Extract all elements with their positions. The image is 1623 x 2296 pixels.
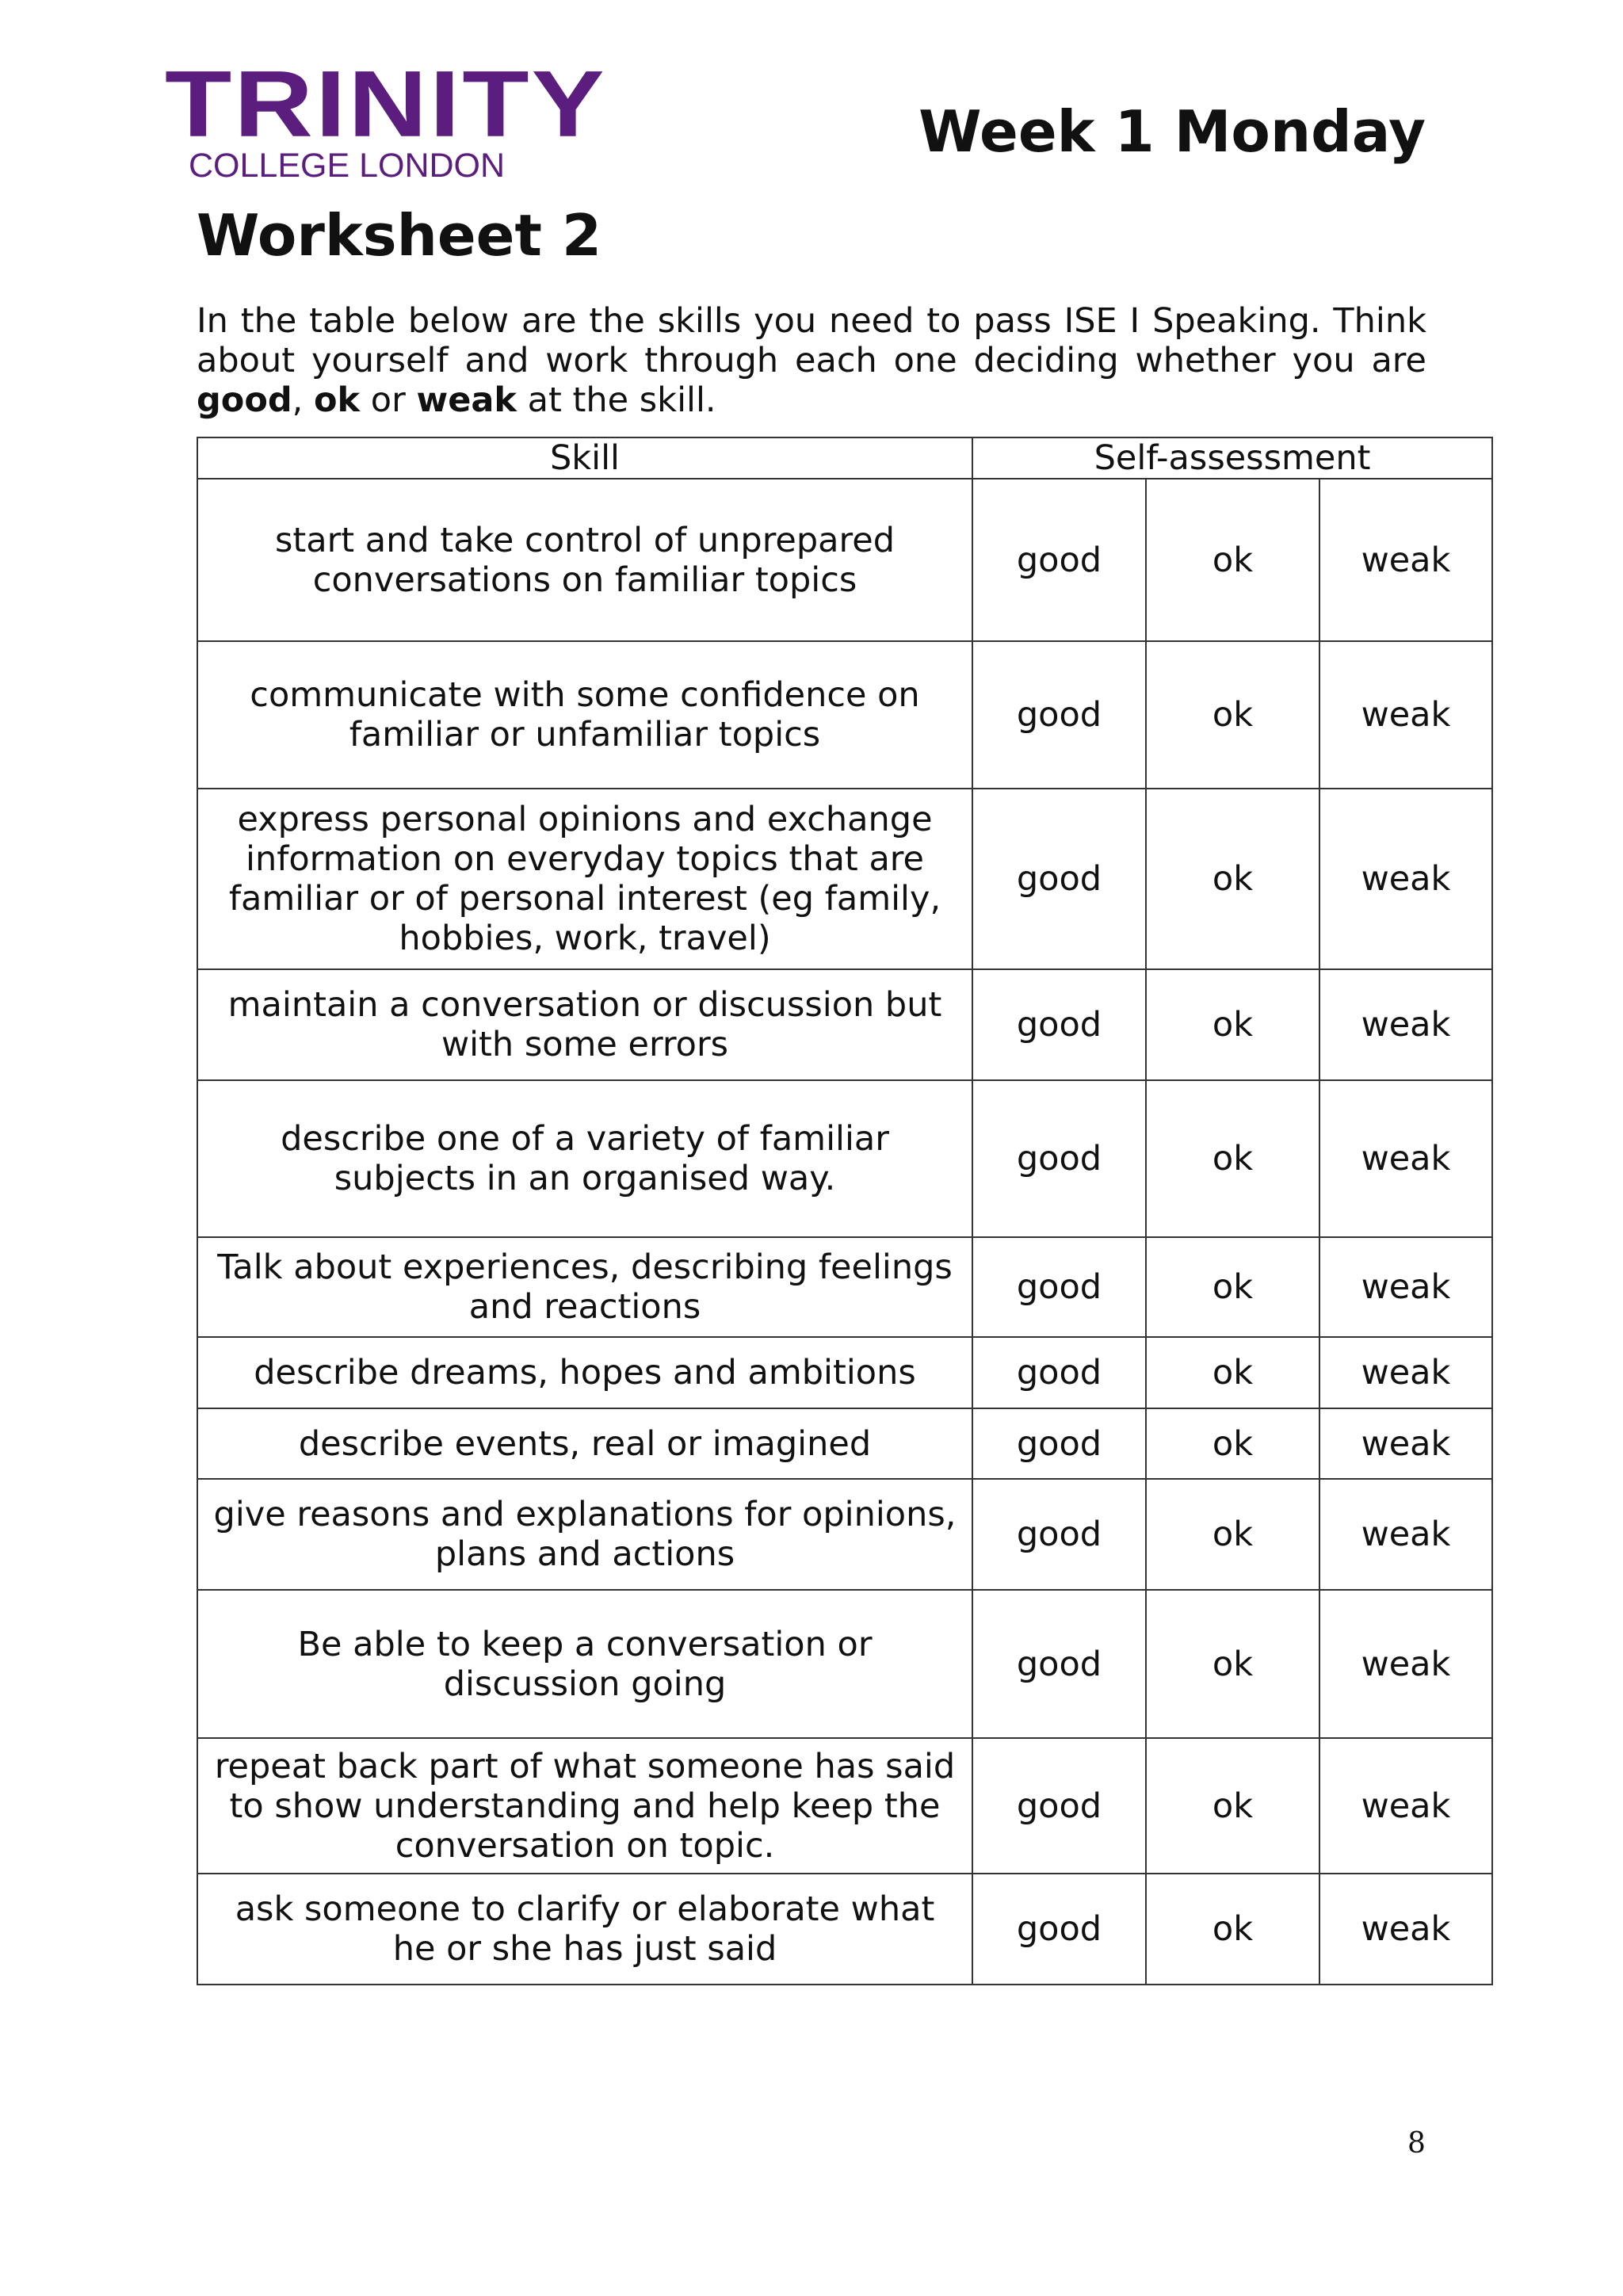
skill-cell: express personal opinions and exchange information on everyday topics that are familiar or of personal interest (eg family, hobbies, work, travel) (197, 789, 972, 969)
skill-cell: Be able to keep a conversation or discussion going (197, 1590, 972, 1738)
rating-option-good[interactable]: good (972, 1408, 1146, 1479)
rating-option-good[interactable]: good (972, 789, 1146, 969)
page-number: 8 (1407, 2127, 1426, 2160)
table-row (197, 789, 1492, 969)
skill-cell: give reasons and explanations for opinions, plans and actions (197, 1479, 972, 1590)
table-row (197, 969, 1492, 1080)
rating-option-ok[interactable]: ok (1146, 1337, 1319, 1408)
rating-option-weak[interactable]: weak (1319, 479, 1492, 641)
table-row (197, 1479, 1492, 1590)
skill-cell: ask someone to clarify or elaborate what he or she has just said (197, 1874, 972, 1985)
rating-option-good[interactable]: good (972, 1479, 1146, 1590)
rating-option-weak[interactable]: weak (1319, 789, 1492, 969)
rating-option-ok[interactable]: ok (1146, 479, 1319, 641)
skills-table (197, 437, 1493, 1985)
skill-cell: describe one of a variety of familiar subjects in an organised way. (197, 1080, 972, 1237)
table-row (197, 1874, 1492, 1985)
rating-option-ok[interactable]: ok (1146, 789, 1319, 969)
rating-option-ok[interactable]: ok (1146, 1479, 1319, 1590)
table-row (197, 1237, 1492, 1337)
skill-cell: maintain a conversation or discussion but with some errors (197, 969, 972, 1080)
rating-option-ok[interactable]: ok (1146, 1590, 1319, 1738)
rating-option-good[interactable]: good (972, 969, 1146, 1080)
intro-paragraph (197, 301, 1426, 420)
rating-option-good[interactable]: good (972, 1874, 1146, 1985)
rating-option-ok[interactable]: ok (1146, 1408, 1319, 1479)
rating-option-good[interactable]: good (972, 1237, 1146, 1337)
rating-option-weak[interactable]: weak (1319, 641, 1492, 789)
rating-option-good[interactable]: good (972, 1080, 1146, 1237)
rating-option-weak[interactable]: weak (1319, 1408, 1492, 1479)
rating-option-weak[interactable]: weak (1319, 1874, 1492, 1985)
rating-option-good[interactable]: good (972, 1738, 1146, 1874)
rating-option-ok[interactable]: ok (1146, 1738, 1319, 1874)
rating-option-ok[interactable]: ok (1146, 1080, 1319, 1237)
rating-option-weak[interactable]: weak (1319, 1590, 1492, 1738)
trinity-logo (165, 52, 607, 185)
rating-option-good[interactable]: good (972, 479, 1146, 641)
table-header-row (197, 437, 1492, 479)
rating-option-ok[interactable]: ok (1146, 1874, 1319, 1985)
intro-text-end: at the skill. (516, 380, 716, 420)
table-row (197, 1408, 1492, 1479)
skill-header: Skill (197, 437, 972, 479)
week-title: Week 1 Monday (918, 98, 1426, 165)
logo-subtitle: COLLEGE LONDON (189, 147, 506, 185)
intro-ok: ok (314, 380, 361, 420)
table-row (197, 641, 1492, 789)
skill-cell: Talk about experiences, describing feelings and reactions (197, 1237, 972, 1337)
rating-option-ok[interactable]: ok (1146, 1237, 1319, 1337)
skill-cell: communicate with some confidence on familiar or unfamiliar topics (197, 641, 972, 789)
intro-sep: or (360, 380, 417, 420)
skills-table-body (197, 479, 1492, 1985)
rating-option-weak[interactable]: weak (1319, 1237, 1492, 1337)
rating-option-weak[interactable]: weak (1319, 969, 1492, 1080)
table-row (197, 1590, 1492, 1738)
rating-option-good[interactable]: good (972, 1590, 1146, 1738)
table-row (197, 1337, 1492, 1408)
intro-good: good (197, 380, 292, 420)
rating-option-weak[interactable]: weak (1319, 1337, 1492, 1408)
rating-option-weak[interactable]: weak (1319, 1738, 1492, 1874)
rating-option-ok[interactable]: ok (1146, 969, 1319, 1080)
logo-wordmark: TRINITY (165, 52, 607, 157)
skill-cell: start and take control of unprepared conversations on familiar topics (197, 479, 972, 641)
rating-option-weak[interactable]: weak (1319, 1479, 1492, 1590)
worksheet-title: Worksheet 2 (197, 202, 602, 269)
skill-cell: describe dreams, hopes and ambitions (197, 1337, 972, 1408)
skill-cell: describe events, real or imagined (197, 1408, 972, 1479)
intro-sep: , (292, 380, 314, 420)
rating-option-good[interactable]: good (972, 641, 1146, 789)
table-row (197, 1738, 1492, 1874)
self-assessment-header: Self-assessment (972, 437, 1492, 479)
skill-cell: repeat back part of what someone has said to show understanding and help keep the conversation on topic. (197, 1738, 972, 1874)
rating-option-weak[interactable]: weak (1319, 1080, 1492, 1237)
rating-option-good[interactable]: good (972, 1337, 1146, 1408)
intro-weak: weak (416, 380, 517, 420)
table-row (197, 1080, 1492, 1237)
table-row (197, 479, 1492, 641)
intro-text: In the table below are the skills you need to pass ISE I Speaking. Think about yourself and work through each one deciding whether you are (197, 301, 1426, 380)
rating-option-ok[interactable]: ok (1146, 641, 1319, 789)
